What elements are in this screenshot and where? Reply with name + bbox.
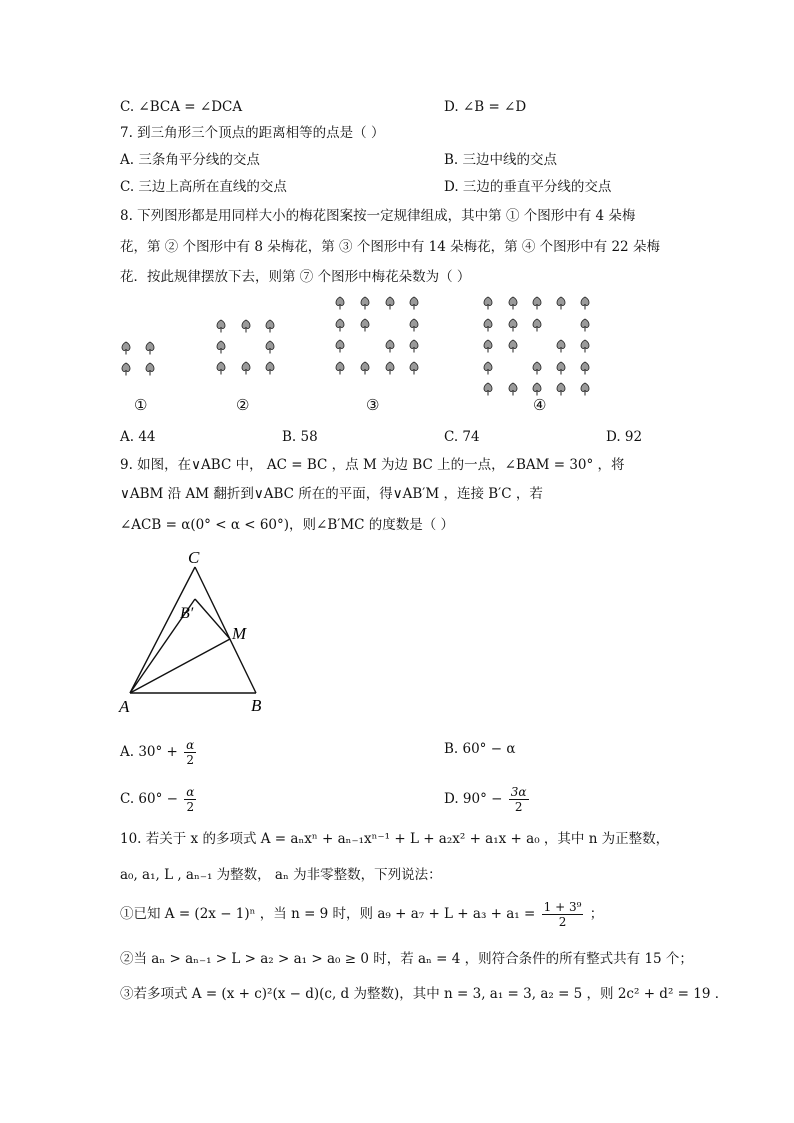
q10-statement-1-denominator: 2 [542, 914, 584, 929]
q7-option-b: B. 三边中线的交点 [444, 152, 558, 168]
q9-option-c-denominator: 2 [184, 799, 196, 814]
q10-statement-3: ③若多项式 A = (x + c)²(x − d)(c, d 为整数)，其中 n = 3, a₁ = 3, a₂ = 5 ，则 2c² + d² = 19 ． [120, 986, 729, 1002]
plum-flower-icon [264, 361, 276, 375]
q8-figure-label-2: ② [236, 396, 250, 414]
plum-flower-icon [334, 296, 346, 310]
plum-flower-icon [531, 361, 543, 375]
q9-option-a [120, 735, 198, 769]
plum-flower-icon [359, 318, 371, 332]
q9-option-b: B. 60° − α [444, 741, 516, 757]
q10-statement-1-end: ； [589, 906, 604, 922]
plum-flower-icon [240, 319, 252, 333]
q10-stem-line2: a₀, a₁, L , aₙ₋₁ 为整数， aₙ 为非零整数，下列说法： [120, 867, 442, 883]
plum-flower-icon [507, 296, 519, 310]
plum-flower-icon [240, 361, 252, 375]
q10-statement-2: ②当 aₙ > aₙ₋₁ > L > a₂ > a₁ > a₀ ≥ 0 时，若 aₙ = 4 ，则符合条件的所有整式共有 15 个； [120, 951, 693, 967]
q9-option-a-numerator: α [186, 738, 195, 752]
q10-statement-1-text: ①已知 A = (2x − 1)ⁿ ，当 n = 9 时，则 a₉ + a₇ + L + a₃ + a₁ = [120, 906, 536, 922]
q9-option-a-text: A. 30° + [120, 744, 178, 760]
q9-triangle-figure [110, 545, 280, 715]
plum-flower-icon [408, 339, 420, 353]
vertex-c-label: C [188, 548, 200, 567]
plum-flower-icon [507, 339, 519, 353]
plum-flower-icon [531, 296, 543, 310]
q7-stem: 7. 到三角形三个顶点的距离相等的点是（ ） [120, 125, 385, 141]
plum-flower-icon [120, 341, 132, 355]
plum-flower-icon [264, 319, 276, 333]
plum-flower-icon [579, 296, 591, 310]
plum-flower-icon [408, 296, 420, 310]
plum-flower-icon [334, 361, 346, 375]
q8-stem-line2: 花，第 ② 个图形中有 8 朵梅花，第 ③ 个图形中有 14 朵梅花，第 ④ 个图形中有 22 朵梅 [120, 239, 660, 255]
q9-stem-line1: 9. 如图，在∨ABC 中， AC = BC ，点 M 为边 BC 上的一点，∠BAM = 30° ，将 [120, 457, 625, 473]
q10-statement-1-numerator: 1 + 3⁹ [543, 900, 582, 914]
plum-flower-icon [359, 361, 371, 375]
q9-option-d-text: D. 90° − [444, 791, 503, 807]
q7-option-d: D. 三边的垂直平分线的交点 [444, 179, 612, 195]
q8-figure-label-3: ③ [366, 396, 380, 414]
q9-option-c [120, 782, 198, 816]
plum-flower-icon [408, 318, 420, 332]
q10-stem-line1: 10. 若关于 x 的多项式 A = aₙxⁿ + aₙ₋₁xⁿ⁻¹ + L + a₂x² + a₁x + a₀ ，其中 n 为正整数， [120, 831, 670, 847]
q8-option-b: B. 58 [282, 429, 318, 445]
q9-option-c-text: C. 60° − [120, 791, 178, 807]
q9-option-d-denominator: 2 [509, 799, 529, 814]
q8-stem-line3: 花．按此规律摆放下去，则第 ⑦ 个图形中梅花朵数为（ ） [120, 269, 471, 285]
plum-flower-icon [215, 361, 227, 375]
q6-option-c: C. ∠BCA = ∠DCA [120, 99, 243, 115]
plum-flower-icon [555, 339, 567, 353]
q9-option-c-fraction [184, 785, 196, 814]
plum-flower-icon [531, 382, 543, 396]
segment-cb [195, 567, 256, 693]
q7-option-a: A. 三条角平分线的交点 [120, 152, 260, 168]
vertex-b-label: B [251, 696, 262, 715]
plum-flower-icon [555, 382, 567, 396]
plum-flower-icon [384, 296, 396, 310]
q9-option-d [444, 782, 531, 816]
q7-option-c: C. 三边上高所在直线的交点 [120, 179, 287, 195]
q8-figure-label-1: ① [134, 396, 148, 414]
q6-option-d: D. ∠B = ∠D [444, 99, 527, 115]
plum-flower-icon [482, 318, 494, 332]
plum-flower-icon [120, 362, 132, 376]
plum-flower-icon [531, 318, 543, 332]
segment-ac [130, 567, 195, 693]
plum-flower-icon [359, 296, 371, 310]
q10-statement-1-fraction [542, 900, 584, 929]
q8-option-c: C. 74 [444, 429, 480, 445]
q8-stem-line1: 8. 下列图形都是用同样大小的梅花图案按一定规律组成，其中第 ① 个图形中有 4 朵梅 [120, 208, 636, 224]
plum-flower-icon [215, 340, 227, 354]
q9-option-c-numerator: α [186, 785, 195, 799]
vertex-a-label: A [119, 697, 130, 715]
plum-flower-icon [555, 361, 567, 375]
plum-flower-icon [384, 339, 396, 353]
plum-flower-icon [144, 341, 156, 355]
q9-stem-line2: ∨ABM 沿 AM 翻折到∨ABC 所在的平面，得∨AB′M ，连接 B′C ，若 [120, 486, 543, 502]
segment-am [130, 639, 230, 693]
q9-option-a-denominator: 2 [184, 752, 196, 767]
q9-option-d-numerator: 3α [510, 785, 527, 799]
plum-flower-icon [408, 361, 420, 375]
plum-flower-icon [555, 296, 567, 310]
plum-flower-icon [507, 382, 519, 396]
plum-flower-icon [579, 382, 591, 396]
plum-flower-icon [215, 319, 227, 333]
plum-flower-icon [579, 361, 591, 375]
plum-flower-icon [579, 339, 591, 353]
plum-flower-icon [482, 382, 494, 396]
q8-figure-label-4: ④ [533, 396, 547, 414]
segment-b-prime-m [195, 599, 230, 639]
plum-flower-icon [482, 361, 494, 375]
q9-option-a-fraction [184, 738, 196, 767]
plum-flower-icon [579, 318, 591, 332]
plum-flower-icon [482, 339, 494, 353]
plum-flower-icon [507, 318, 519, 332]
q10-statement-1 [120, 897, 603, 931]
plum-flower-icon [264, 340, 276, 354]
plum-flower-icon [384, 361, 396, 375]
plum-flower-icon [334, 339, 346, 353]
q9-stem-line3: ∠ACB = α(0° < α < 60°)，则∠B′MC 的度数是（ ） [120, 517, 455, 533]
vertex-b-prime-label: B′ [180, 605, 194, 622]
q8-option-d: D. 92 [606, 429, 643, 445]
plum-flower-icon [334, 318, 346, 332]
vertex-m-label: M [232, 624, 247, 643]
plum-flower-icon [144, 362, 156, 376]
q9-option-d-fraction [509, 785, 529, 814]
q8-option-a: A. 44 [120, 429, 156, 445]
plum-flower-icon [482, 296, 494, 310]
